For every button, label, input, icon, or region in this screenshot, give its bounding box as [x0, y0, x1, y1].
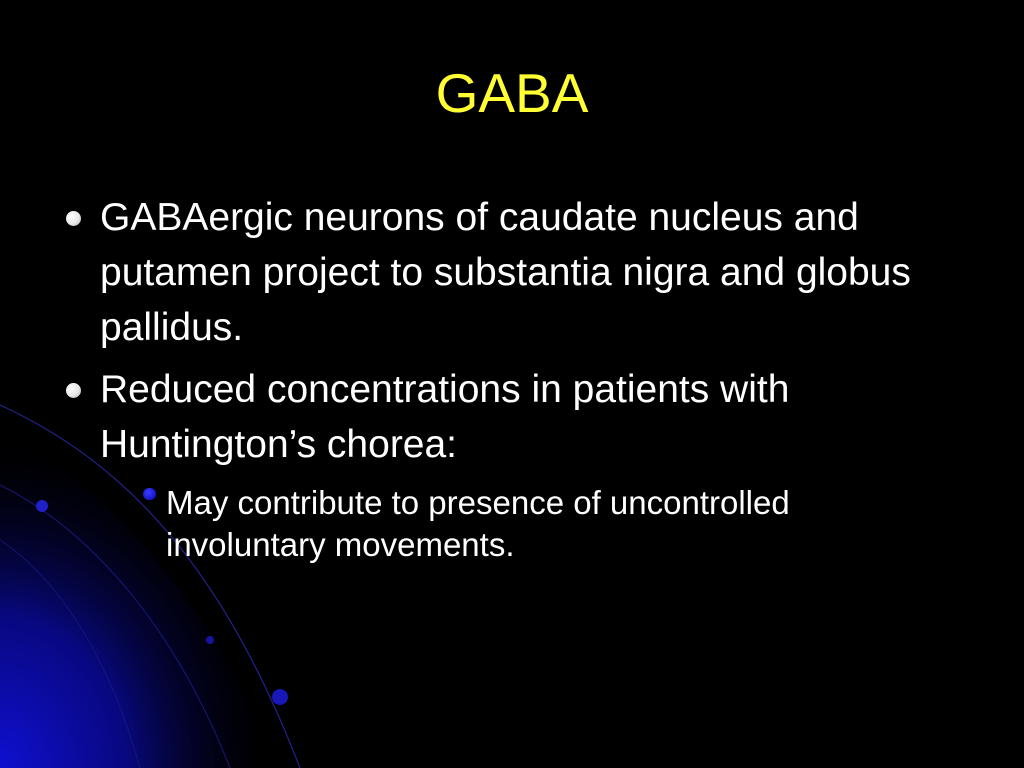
decor-dot-lower — [206, 636, 214, 644]
bullet-item — [100, 190, 930, 355]
bullet-text: Reduced concentrations in patients with Huntington’s chorea: — [100, 368, 790, 466]
decor-dot-bottom — [272, 689, 288, 705]
sub-bullet-text: May contribute to presence of uncontrolled involuntary movements. — [166, 484, 790, 563]
blue-gradient-swoosh — [0, 430, 280, 768]
bullet-dot-icon — [66, 211, 81, 226]
slide-title: GABA — [435, 62, 589, 124]
bullet-item — [100, 362, 930, 472]
sub-bullet-dot-icon — [144, 488, 156, 500]
decor-dot-left — [36, 500, 48, 512]
bullet-dot-icon — [66, 383, 81, 398]
sub-bullet-item — [166, 482, 956, 566]
bullet-text: GABAergic neurons of caudate nucleus and putamen project to substantia nigra and globus pallidus. — [100, 196, 911, 349]
